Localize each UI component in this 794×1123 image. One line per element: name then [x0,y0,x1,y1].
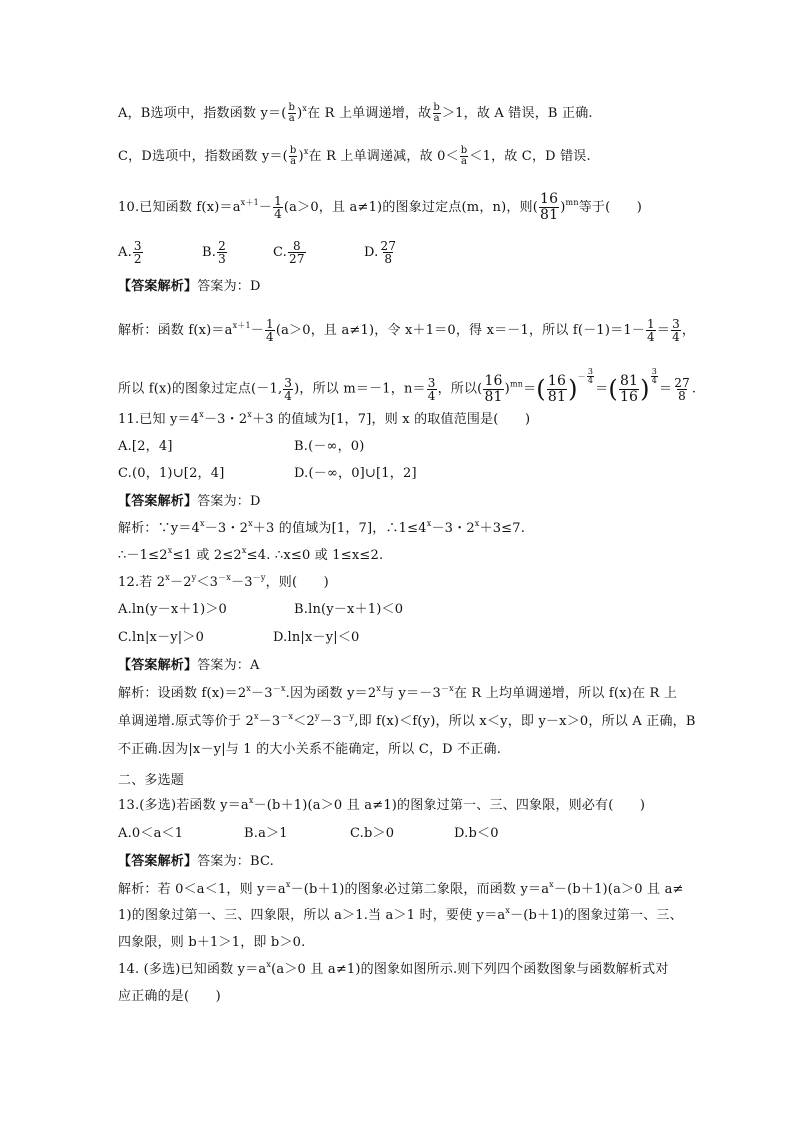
solution-12-line-3: 不正确.因为|x－y|与 1 的大小关系不能确定，所以 C，D 不正确. [118,742,502,757]
text: ＞1，故 A 错误，B 正确. [441,106,593,121]
text: ) [298,149,304,164]
exponent: x＋1 [240,198,259,207]
fraction: $\frac{27}{8}$ [380,239,397,266]
option-a: A.[2，4] [118,439,173,454]
text: 在 R 上单调递减，故 0＜ [308,149,459,164]
solution-13-line-3: 四象限，则 b＋1＞1，即 b＞0. [118,935,306,950]
option-c: C.ln|x－y|＞0 [118,630,205,645]
text: (a＞0，且 a≠1)的图象过定点(m，n)，则( [283,200,539,215]
fraction-b-a: $\frac{b}{a}$ [289,145,297,167]
option-c: C.(0，1)∪[2，4] [118,466,225,481]
fraction-b-a: $\frac{b}{a}$ [460,145,468,167]
text: ) [560,200,566,215]
solution-10-line-1: 解析：函数 $f(x)=a^{x+1}-$ $\frac{1}{4}$ (a＞0，且 a≠1)，令 x＋1＝0，得 x＝－1，所以 f(－1)＝1－ $\frac{1}{4}$ ＝ $\frac{3}{4}$ ， [118,317,696,344]
option-d: D.b＜0 [454,826,499,841]
solution-12-line-1: 解析：设函数 $f(x)=2^x-3^{-x}$.因为函数 $y=2^x$与 $y=-3^{-x}$在 R 上均单调递增，所以 f(x)在 R 上 [118,684,678,701]
question-13: 13.(多选)若函数 $y=a^x-(b+1)(a>0$ 且 a≠1)的图象过第一、三、四象限，则必有( ) [118,796,646,813]
text: 等于( ) [578,200,643,215]
fraction: $\frac{1}{4}$ [647,317,655,344]
option-a: A.ln(y－x＋1)＞0 [118,602,228,617]
text: － [258,200,273,215]
fraction: $\frac{1}{4}$ [265,317,274,344]
answer-text: 答案为：D [197,279,261,294]
answer-13: 【答案解析】答案为：BC. [118,854,275,869]
fraction-b-a: $\frac{b}{a}$ [433,102,440,124]
fraction: $\frac{27}{8}$ [674,375,690,403]
text: 10.已知函数 f(x)＝a [118,200,241,215]
answer-11: 【答案解析】答案为：D [118,494,261,509]
solution-10-line-2: 所以 f(x)的图象过定点(－1, $\frac{3}{4}$ )，所以 m＝－1，n＝ $\frac{3}{4}$ ，所以( $\frac{16}{81}$ )$^{mn}$＝( $\frac{16}{81}$ )$^{- \frac{3}{4}}$ ＝( $\frac{81}{16}$ ) $^{\frac{3}{4}}$ ＝ $\frac{27}{8}$ . [118,367,697,405]
fraction: $\frac{16}{81}$ [547,372,567,405]
solution-12-line-2: 单调递增.原式等价于 $2^x-3^{-x}<2^y-3^{-y}$,即 f(x)＜f(y)，所以 x＜y，即 y－x＞0，所以 A 正确，B [118,712,696,729]
option-a: A. $\frac{3}{2}$ [118,239,142,266]
fraction: $\frac{1}{4}$ [274,194,282,221]
option-c: C.b＞0 [350,826,395,841]
option-analysis-ab [118,103,704,124]
fraction: $\frac{16}{81}$ [484,372,503,405]
option-a: A.0＜a＜1 [118,826,184,841]
text: A，B选项中，指数函数 y＝( [118,106,287,121]
fraction: $\frac{8}{27}$ [289,239,305,266]
question-14-line-2: 应正确的是( ) [118,989,221,1004]
question-10-options [118,240,704,268]
question-14: 14. (多选)已知函数 $y=a^x(a>0$ 且 a≠1)的图象如图所示.则下列四个函数图象与函数解析式对 [118,960,669,977]
answer-12: 【答案解析】答案为：A [118,658,260,673]
exponent: mn [565,198,579,207]
option-c: C. $\frac{8}{27}$ [273,239,305,266]
fraction: $\frac{3}{2}$ [133,239,142,266]
fraction: $\frac{3}{4}$ [284,375,293,403]
text: ) [297,106,303,121]
option-d: D.(－∞，0]∪[1，2] [294,466,417,481]
fraction: $\frac{16}{81}$ [540,191,559,223]
text: 在 R 上单调递增，故 [307,106,432,121]
text: ＜1，故 C，D 错误. [469,149,591,164]
option-d: D. $\frac{27}{8}$ [364,239,397,266]
exponent: x [302,104,308,113]
fraction: $\frac{3}{4}$ [427,375,436,403]
answer-heading: 【答案解析】 [118,279,198,294]
option-b: B.a＞1 [244,826,288,841]
question-10 [118,192,704,223]
fraction: $\frac{3}{4}$ [672,317,680,344]
fraction: $\frac{81}{16}$ [619,372,639,405]
solution-13-line-1: 解析：若 0＜a＜1，则 $y=a^x-(b+1)$的图象必过第二象限，而函数 $y=a^x-(b+1)(a>0$ 且 a≠ [118,880,684,897]
option-b: B.ln(y－x＋1)＜0 [294,602,404,617]
solution-13-line-2: 1)的图象过第一、三、四象限，所以 a＞1.当 a＞1 时，要使 $y=a^x-(b+1)$的图象过第一、三、 [118,906,683,923]
text: C，D选项中，指数函数 y＝( [118,149,288,164]
option-d: D.ln|x－y|＜0 [273,630,360,645]
option-b: B. $\frac{2}{3}$ [202,239,226,266]
solution-11-line-1: 解析：$\because y=4^x-3$・$2^x+3$ 的值域为[1，7]，$\therefore 1\le 4^x-3$・$2^x+3\le 7$. [118,519,526,536]
fraction: $\frac{2}{3}$ [218,239,226,266]
exponent: x [303,147,309,156]
fraction-b-a: $\frac{b}{a}$ [288,102,296,124]
option-b: B.(－∞，0) [294,439,365,454]
question-12: 12.若 $2^x-2^y<3^{-x}-3^{-y}$，则( ) [118,573,329,590]
answer-10 [118,277,704,297]
question-11: 11.已知 $y=4^x-3$・$2^x+3$ 的值域为[1，7]，则 x 的取值范围是( ) [118,410,531,427]
option-analysis-cd [118,146,704,167]
section-heading-multiple-choice: 二、多选题 [118,773,185,788]
solution-11-line-2: $\therefore-1\le 2^x\le 1$ 或 $2\le 2^x\le 4$. ∴x≤0 或 1≤x≤2. [118,546,384,563]
